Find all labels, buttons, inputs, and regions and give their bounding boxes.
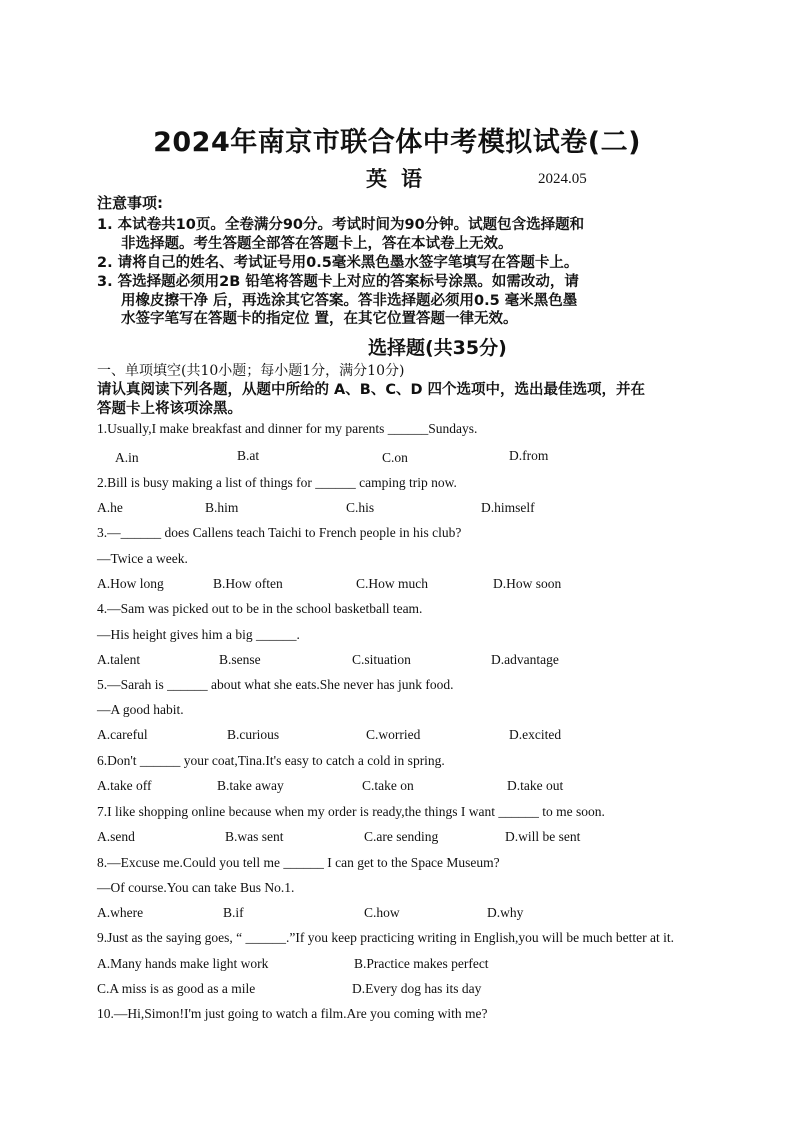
option-b: B.take away [217,778,284,793]
option-c: C.are sending [364,829,439,844]
subject-label: 英语 [366,166,436,191]
option-d: D.excited [509,727,562,742]
option-b: B.at [237,448,260,463]
question-stem: 2.Bill is busy making a list of things for ______ camping trip now. [97,475,457,490]
option-d: D.why [487,905,524,920]
question-line: —A good habit. [97,702,184,717]
option-c: C.How much [356,576,428,591]
question-stem: 5.—Sarah is ______ about what she eats.She never has junk food. [97,677,454,692]
option-d: D.himself [481,500,535,515]
question-line: —Of course.You can take Bus No.1. [97,880,295,895]
question-stem: 8.—Excuse me.Could you tell me ______ I can get to the Space Museum? [97,855,500,870]
instruction-line: 答题卡上将该项涂黑。 [97,401,242,417]
option-b: B.Practice makes perfect [354,956,489,971]
option-b: B.How often [213,576,283,591]
notice-line: 非选择题。考生答题全部答在答题卡上，答在本试卷上无效。 [121,236,513,252]
notice-line: 用橡皮擦干净 后，再选涂其它答案。答非选择题必须用0.5 毫米黑色墨 [121,293,578,309]
question-stem: 10.—Hi,Simon!I'm just going to watch a film.Are you coming with me? [97,1006,488,1021]
question-stem: 9.Just as the saying goes, “ ______.”If you keep practicing writing in English,you will be much better at it. [97,930,675,945]
option-a: A.take off [97,778,152,793]
section-title: 选择题(共35分) [368,337,507,359]
option-b: B.if [223,905,244,920]
question-line: —His height gives him a big ______. [97,627,300,642]
section-subtitle: 一、单项填空(共10小题；每小题1分，满分10分) [97,363,405,379]
option-d: D.Every dog has its day [352,981,482,996]
option-a: A.careful [97,727,148,742]
option-a: A.How long [97,576,164,591]
option-c: C.how [364,905,400,920]
option-c: C.his [346,500,375,515]
option-a: A.where [97,905,144,920]
option-c: C.A miss is as good as a mile [97,981,256,996]
option-d: D.advantage [491,652,559,667]
notice-line: 3. 答选择题必须用2B 铅笔将答题卡上对应的答案标号涂黑。如需改动，请 [97,274,579,290]
option-b: B.sense [219,652,261,667]
option-d: D.will be sent [505,829,581,844]
option-c: C.take on [362,778,414,793]
notice-heading: 注意事项: [97,194,163,212]
question-stem: 1.Usually,I make breakfast and dinner for my parents ______Sundays. [97,421,478,436]
question-stem: 6.Don't ______ your coat,Tina.It's easy to catch a cold in spring. [97,753,445,768]
option-a: A.talent [97,652,141,667]
question-stem: 4.—Sam was picked out to be in the school basketball team. [97,601,423,616]
option-d: D.How soon [493,576,562,591]
option-c: C.on [382,450,408,465]
option-d: D.from [509,448,549,463]
option-c: C.worried [366,727,421,742]
option-a: A.he [97,500,123,515]
option-c: C.situation [352,652,411,667]
option-b: B.was sent [225,829,284,844]
option-d: D.take out [507,778,564,793]
exam-date: 2024.05 [538,171,587,187]
notice-line: 1. 本试卷共10页。全卷满分90分。考试时间为90分钟。试题包含选择题和 [97,217,585,233]
option-a: A.Many hands make light work [97,956,269,971]
exam-title: 2024年南京市联合体中考模拟试卷(二) [153,127,641,158]
option-b: B.him [205,500,239,515]
option-a: A.in [115,450,139,465]
option-b: B.curious [227,727,280,742]
instruction-line: 请认真阅读下列各题，从题中所给的 A、B、C、D 四个选项中，选出最佳选项，并在 [97,382,646,398]
question-line: —Twice a week. [97,551,188,566]
notice-line: 2. 请将自己的姓名、考试证号用0.5毫米黑色墨水签字笔填写在答题卡上。 [97,255,579,271]
question-stem: 3.—______ does Callens teach Taichi to French people in his club? [97,525,462,540]
option-a: A.send [97,829,135,844]
notice-line: 水签字笔写在答题卡的指定位 置，在其它位置答题一律无效。 [121,311,518,327]
question-stem: 7.I like shopping online because when my order is ready,the things I want ______ to me soon. [97,804,605,819]
